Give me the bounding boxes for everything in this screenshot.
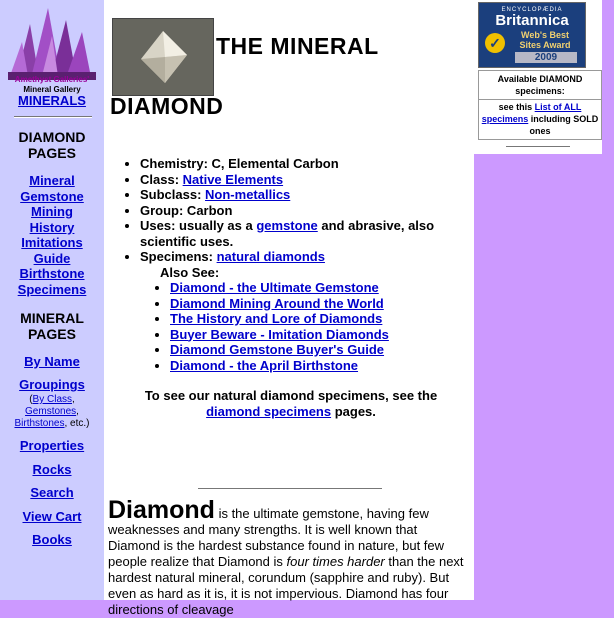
fact-uses: [140, 218, 460, 249]
mineral-pages-heading-line2: PAGES: [28, 326, 76, 342]
subclass-link[interactable]: Non-metallics: [205, 187, 291, 202]
content-divider: [198, 488, 382, 490]
minerals-home-link[interactable]: MINERALS: [18, 93, 86, 108]
nav-link-groupings[interactable]: Groupings: [19, 377, 85, 392]
nav-link-by-name[interactable]: By Name: [24, 354, 80, 369]
uses-label: Uses: usually as a: [140, 218, 257, 233]
mineral-facts: [130, 156, 460, 373]
also-see-mining[interactable]: Diamond Mining Around the World: [170, 295, 384, 311]
right-sidebar: [474, 0, 602, 154]
amethyst-crystal-logo[interactable]: [8, 2, 96, 80]
diamond-crystal-photo: [112, 18, 214, 96]
left-navigation: [0, 0, 104, 600]
class-link[interactable]: Native Elements: [182, 171, 284, 187]
mineral-pages-heading-line1: MINERAL: [20, 310, 84, 326]
class-label: Class:: [140, 171, 183, 187]
nav-link-view-cart[interactable]: View Cart: [22, 509, 82, 524]
right-divider: [506, 146, 570, 148]
page-title-line1: THE MINERAL: [216, 33, 379, 59]
groupings-sublinks-row3: [0, 418, 104, 430]
intro-italic: four times harder: [286, 554, 385, 569]
specimen-list-box: [478, 99, 602, 140]
uses-tail: and abrasive, also scientific uses.: [140, 218, 435, 249]
available-specimens-box: Available DIAMOND specimens:: [478, 70, 602, 100]
intro-paragraph: [108, 496, 472, 618]
nav-link-guide[interactable]: Guide: [33, 251, 71, 266]
fact-subclass: [140, 187, 460, 203]
also-see-history-lore[interactable]: The History and Lore of Diamonds: [170, 311, 383, 326]
nav-link-history[interactable]: History: [29, 220, 75, 235]
nav-link-gemstone[interactable]: Gemstone: [20, 189, 84, 204]
nav-link-rocks[interactable]: Rocks: [32, 462, 72, 477]
etc-text: , etc.): [64, 418, 90, 429]
including-sold-text: including SOLD ones: [528, 114, 599, 136]
page-title-line2: DIAMOND: [110, 93, 224, 119]
diamond-pages-heading-line2: PAGES: [28, 145, 76, 161]
diamond-specimens-link[interactable]: diamond specimens: [206, 404, 332, 419]
intro-text-2: than the next hardest natural mineral, corundum (sapphire and ruby). But even as hard as it is, it is not impervious. Diamond has four directions of cleavage: [108, 554, 464, 617]
nav-link-imitations[interactable]: Imitations: [21, 235, 83, 250]
comma-1: ,: [72, 394, 75, 405]
nav-link-search[interactable]: Search: [30, 485, 74, 500]
groupings-sublinks-row1: [0, 394, 104, 406]
subclass-label: Subclass:: [140, 187, 206, 202]
nav-link-mineral[interactable]: Mineral: [29, 173, 75, 188]
nav-link-birthstones[interactable]: Birthstones: [14, 418, 65, 429]
see-specimens-note: [116, 388, 466, 420]
fact-class: [140, 172, 460, 188]
specimens-label: Specimens:: [140, 249, 217, 264]
all-specimens-link[interactable]: List of ALL specimens: [481, 102, 582, 124]
comma-2: ,: [76, 406, 79, 417]
also-see-april-birthstone[interactable]: Diamond - the April Birthstone: [170, 357, 359, 373]
see-specimens-tail: pages.: [331, 404, 376, 419]
nav-link-properties[interactable]: Properties: [19, 438, 85, 453]
nav-link-mining[interactable]: Mining: [31, 204, 73, 219]
nav-link-birthstone[interactable]: Birthstone: [19, 266, 85, 281]
award-line2: Sites Award: [519, 40, 571, 50]
fact-specimens: [140, 249, 460, 265]
nav-link-books[interactable]: Books: [32, 532, 72, 547]
encyclopaedia-text: ENCYCLOPÆDIA: [501, 7, 563, 13]
checkmark-icon: ✓: [485, 33, 505, 53]
paren-open: (: [29, 394, 33, 405]
logo-caption-line1: Amethyst Galleries': [14, 75, 90, 84]
award-year: 2009: [515, 52, 577, 63]
see-this-text: see this: [498, 102, 535, 112]
also-see-ultimate-gemstone[interactable]: Diamond - the Ultimate Gemstone: [170, 280, 379, 295]
logo-caption-line2: Mineral Gallery: [23, 85, 81, 94]
intro-text-1: is the ultimate gemstone, having few weaknesses and many strengths. It is well known that Diamond is the hardest substance found in nature, but few people realize that Diamond is: [108, 506, 445, 569]
award-title: [507, 30, 583, 50]
award-line1: Web's Best: [521, 30, 569, 40]
also-see-buyers-guide[interactable]: Diamond Gemstone Buyer's Guide: [170, 342, 385, 357]
nav-link-gemstones[interactable]: Gemstones: [25, 406, 77, 417]
also-see-imitation[interactable]: Buyer Beware - Imitation Diamonds: [170, 326, 389, 342]
britannica-award-badge[interactable]: [478, 2, 586, 68]
main-content: [106, 0, 474, 617]
nav-link-specimens[interactable]: Specimens: [17, 282, 87, 297]
britannica-brand: Britannica: [495, 12, 569, 29]
nav-divider: [14, 116, 92, 118]
see-specimens-text: To see our natural diamond specimens, see the: [144, 388, 438, 403]
gemstone-link[interactable]: gemstone: [256, 218, 318, 233]
fact-group: • Group: Carbon: [140, 203, 460, 219]
minerals-home-link-wrap: [0, 93, 104, 108]
groupings-sublinks-row2: [0, 406, 104, 418]
diamond-pages-heading-line1: DIAMOND: [18, 129, 86, 145]
nav-link-by-class[interactable]: By Class: [32, 394, 72, 405]
intro-big-word: Diamond: [108, 496, 215, 524]
also-see-label: Also See:: [160, 264, 220, 280]
fact-chemistry: • Chemistry: C, Elemental Carbon: [140, 156, 460, 172]
natural-diamonds-link[interactable]: natural diamonds: [216, 249, 325, 264]
